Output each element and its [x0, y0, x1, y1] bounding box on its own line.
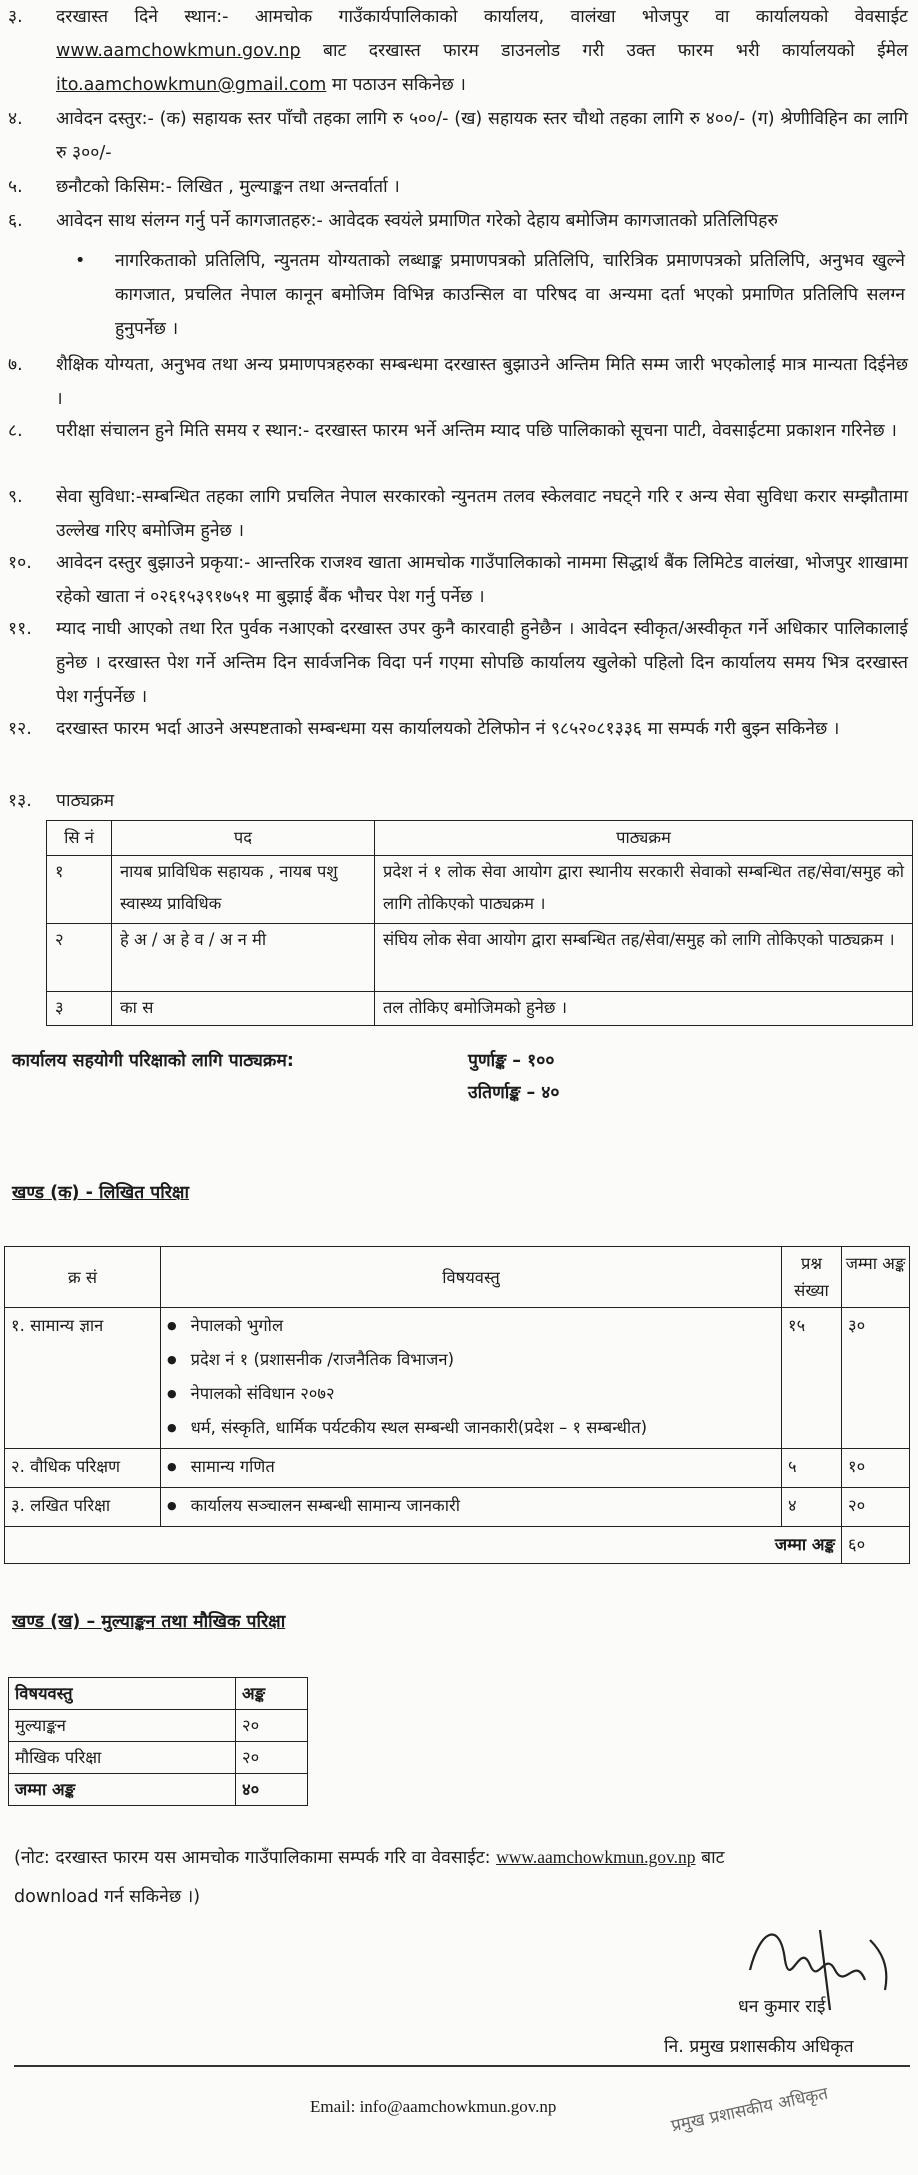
- row-label: १. सामान्य ज्ञान: [5, 1308, 161, 1449]
- office-stamp: प्रमुख प्रशासकीय अधिकृत: [669, 2083, 830, 2137]
- interview-table: [8, 1677, 308, 1806]
- total-label: जम्मा अङ्क: [5, 1527, 842, 1564]
- row-label: ३. लखित परिक्षा: [5, 1488, 161, 1527]
- table-cell: २: [47, 924, 112, 992]
- table-cell: नायब प्राविधिक सहायक , नायब पशु स्वास्थ्य प्राविधिक: [112, 856, 375, 924]
- footer-email: Email: info@aamchowkmun.gov.np: [310, 2097, 557, 2116]
- table-cell: ३: [47, 992, 112, 1026]
- footer-divider: [14, 2065, 910, 2067]
- clause-text: म्याद नाघी आएको तथा रित पुर्वक नआएको दरखास्त उपर कुनै कारवाही हुनेछैन । आवेदन स्वीकृत/अस्वीकृत गर्ने अधिकार पालिकालाई हुनेछ । दरखास्त पेश गर्ने अन्तिम दिन सार्वजनिक विदा पर्न गएमा सोपछि कार्यालय खुलेको पहिलो दिन कार्यालय समय भित्र दरखास्त पेश गर्नुपर्नेछ ।: [56, 619, 908, 707]
- marks: १०: [842, 1449, 910, 1488]
- table-cell: १: [47, 856, 112, 924]
- full-marks: पुर्णाङ्क – १००: [468, 1051, 555, 1071]
- bullet-text: नागरिकताको प्रतिलिपि, न्युनतम योग्यताको लब्धाङ्क प्रमाणपत्रको प्रतिलिपि, चारित्रिक प्रमाणपत्रको प्रतिलिपि, अनुभव खुल्ने कागजात, प्रचलित नेपाल कानून बमोजिम विभिन्न काउन्सिल वा परिषद वा अन्यमा दर्ता भएको प्रमाणित प्रतिलिपि सलग्न हुनुपर्नेछ ।: [115, 251, 905, 339]
- clause-number: ९.: [8, 487, 23, 507]
- table-row: [5, 1308, 910, 1449]
- clause-12: [8, 712, 908, 746]
- clause-text: मा पठाउन सकिनेछ ।: [326, 75, 466, 95]
- question-count: ५: [782, 1449, 842, 1488]
- clause-text: बाट दरखास्त फारम डाउनलोड गरी उक्त फारम भरी कार्यालयको ईमेल: [300, 41, 908, 61]
- table-row: [47, 856, 913, 924]
- column-header: पद: [112, 821, 375, 856]
- table-total-row: [9, 1774, 308, 1806]
- note-text: बाट: [695, 1848, 725, 1868]
- email-link[interactable]: ito.aamchowkmun@gmail.com: [56, 75, 327, 95]
- website-link[interactable]: www.aamchowkmun.gov.np: [56, 41, 301, 61]
- table-cell: का स: [112, 992, 375, 1026]
- clause-text: आवेदन साथ संलग्न गर्नु पर्ने कागजातहरु:- आवेदक स्वयंले प्रमाणित गरेको देहाय बमोजिम कागजातको प्रतिलिपिहरु: [56, 211, 778, 231]
- note-line-2: download गर्न सकिनेछ ।): [14, 1887, 201, 1907]
- topic-list: [161, 1308, 782, 1449]
- row-label: २. वौधिक परिक्षण: [5, 1449, 161, 1488]
- clause-text: शैक्षिक योग्यता, अनुभव तथा अन्य प्रमाणपत्रहरुका सम्बन्धमा दरखास्त बुझाउने अन्तिम मिति सम्म जारी भएकोलाई मात्र मान्यता दिईनेछ ।: [56, 355, 908, 409]
- bullet-icon: •: [75, 251, 86, 271]
- column-header: विषयवस्तु: [161, 1247, 782, 1308]
- clause-8: [8, 414, 908, 448]
- topic-item: ● कार्यालय सञ्चालन सम्बन्धी सामान्य जानकारी: [167, 1490, 773, 1524]
- question-count: १५: [782, 1308, 842, 1449]
- total-value: ४०: [236, 1774, 308, 1806]
- topic-item: ● सामान्य गणित: [167, 1451, 773, 1485]
- topic-item: ● नेपालको संविधान २०७२: [167, 1378, 773, 1412]
- column-header: विषयवस्तु: [9, 1678, 236, 1710]
- pass-marks: उतिर्णाङ्क – ४०: [468, 1083, 560, 1103]
- table-row: [47, 924, 913, 992]
- section-b-heading: खण्ड (ख) – मुल्याङ्कन तथा मौखिक परिक्षा: [12, 1612, 286, 1632]
- table-header-row: [9, 1678, 308, 1710]
- clause-5: [8, 170, 908, 204]
- clause-number: ५.: [8, 177, 23, 197]
- clause-text: आवेदन दस्तुर:- (क) सहायक स्तर पाँचौ तहका लागि रु ५००/- (ख) सहायक स्तर चौथो तहका लागि रु ४००/- (ग) श्रेणीविहिन का लागि रु ३००/-: [56, 109, 908, 163]
- clause-number: ७.: [8, 355, 23, 375]
- clause-number: ८.: [8, 421, 23, 441]
- clause-text: दरखास्त दिने स्थान:- आमचोक गाउँकार्यपालिकाको कार्यालय, वालंखा भोजपुर वा कार्यालयको वेवसाईट: [56, 7, 908, 27]
- table-cell: २०: [236, 1742, 308, 1774]
- topic-list: [161, 1488, 782, 1527]
- column-header: पाठ्यक्रम: [375, 821, 913, 856]
- documents-bullet: [75, 244, 905, 346]
- clause-number: १२.: [8, 719, 32, 739]
- table-row: [5, 1488, 910, 1527]
- clause-7: [8, 348, 908, 416]
- table-row: [47, 992, 913, 1026]
- clause-number: ६.: [8, 211, 23, 231]
- note-website-link[interactable]: www.aamchowkmun.gov.np: [496, 1847, 696, 1867]
- signatory-designation: नि. प्रमुख प्रशासकीय अधिकृत: [664, 2037, 854, 2057]
- signatory-name: धन कुमार राई: [738, 1997, 826, 2017]
- topic-item: ● नेपालको भुगोल: [167, 1310, 773, 1344]
- clause-number: ११.: [8, 619, 32, 639]
- table-cell: तल तोकिए बमोजिमको हुनेछ ।: [375, 992, 913, 1026]
- clause-10: [8, 546, 908, 614]
- marks: २०: [842, 1488, 910, 1527]
- topic-list: [161, 1449, 782, 1488]
- clause-3: [8, 0, 908, 102]
- written-exam-table: [4, 1246, 910, 1564]
- topic-item: ● प्रदेश नं १ (प्रशासनीक /राजनैतिक विभाजन): [167, 1344, 773, 1378]
- clause-text: आवेदन दस्तुर बुझाउने प्रकृया:- आन्तरिक राजश्व खाता आमचोक गाउँपालिकाको नाममा सिद्धार्थ बैंक लिमिटेड वालंखा, भोजपुर शाखामा रहेको खाता नं ०२६१५३९१७५१ मा बुझाई बैंक भौचर पेश गर्नु पर्नेछ ।: [56, 553, 908, 607]
- clause-text: पाठ्यक्रम: [56, 791, 115, 811]
- clause-number: १३.: [8, 791, 32, 811]
- question-count: ४: [782, 1488, 842, 1527]
- table-cell: हे अ / अ हे व / अ न मी: [112, 924, 375, 992]
- topic-item: ● धर्म, संस्कृति, धार्मिक पर्यटकीय स्थल सम्बन्धी जानकारी(प्रदेश – १ सम्बन्धीत): [167, 1412, 773, 1446]
- column-header: सि नं: [47, 821, 112, 856]
- clause-number: १०.: [8, 553, 32, 573]
- clause-11: [8, 612, 908, 714]
- marks: ३०: [842, 1308, 910, 1449]
- table-header-row: [5, 1247, 910, 1308]
- note: [14, 1840, 894, 1875]
- table-cell: संघिय लोक सेवा आयोग द्वारा सम्बन्धित तह/सेवा/समुह को लागि तोकिएको पाठ्यक्रम ।: [375, 924, 913, 992]
- table-cell: मौखिक परिक्षा: [9, 1742, 236, 1774]
- clause-text: छनौटको किसिम:- लिखित , मुल्याङ्कन तथा अन्तर्वार्ता ।: [56, 177, 400, 197]
- note-text: (नोट: दरखास्त फारम यस आमचोक गाउँपालिकामा सम्पर्क गरि वा वेवसाईट:: [14, 1848, 497, 1868]
- table-header-row: [47, 821, 913, 856]
- table-row: [5, 1449, 910, 1488]
- clause-text: सेवा सुविधा:-सम्बन्धित तहका लागि प्रचलित नेपाल सरकारको न्युनतम तलव स्केलवाट नघट्ने गरि र अन्य सेवा सुविधा करार सम्झौतामा उल्लेख गरिए बमोजिम हुनेछ ।: [56, 487, 908, 541]
- total-label: जम्मा अङ्क: [9, 1774, 236, 1806]
- table-cell: मुल्याङ्कन: [9, 1710, 236, 1742]
- clause-9: [8, 480, 908, 548]
- clause-6: [8, 204, 908, 238]
- total-value: ६०: [842, 1527, 910, 1564]
- section-a-heading: खण्ड (क) - लिखित परिक्षा: [12, 1183, 189, 1203]
- column-header: प्रश्न संख्या: [782, 1247, 842, 1308]
- clause-number: ३.: [8, 7, 23, 27]
- clause-number: ४.: [8, 109, 23, 129]
- table-cell: प्रदेश नं १ लोक सेवा आयोग द्वारा स्थानीय सरकारी सेवाको सम्बन्धित तह/सेवा/समुह को लागि तोकिएको पाठ्यक्रम ।: [375, 856, 913, 924]
- syllabus-table: [46, 820, 913, 1026]
- column-header: जम्मा अङ्क: [842, 1247, 910, 1308]
- table-total-row: [5, 1527, 910, 1564]
- table-row: [9, 1710, 308, 1742]
- office-syllabus-title: कार्यालय सहयोगी परिक्षाको लागि पाठ्यक्रम:: [12, 1051, 294, 1071]
- column-header: अङ्क: [236, 1678, 308, 1710]
- clause-13: [8, 784, 908, 818]
- clause-text: दरखास्त फारम भर्दा आउने अस्पष्टताको सम्बन्धमा यस कार्यालयको टेलिफोन नं ९८५२०८१३३६ मा सम्पर्क गरी बुझ्न सकिनेछ ।: [56, 719, 840, 739]
- clause-text: परीक्षा संचालन हुने मिति समय र स्थान:- दरखास्त फारम भर्ने अन्तिम म्याद पछि पालिकाको सूचना पाटी, वेवसाईटमा प्रकाशन गरिनेछ ।: [56, 421, 897, 441]
- clause-4: [8, 102, 908, 170]
- table-cell: २०: [236, 1710, 308, 1742]
- column-header: क्र सं: [5, 1247, 161, 1308]
- table-row: [9, 1742, 308, 1774]
